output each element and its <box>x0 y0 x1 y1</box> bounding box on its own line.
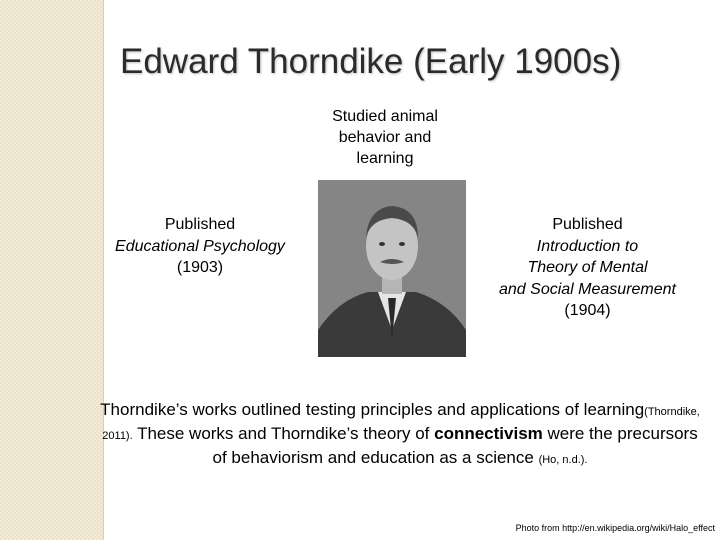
body-paragraph <box>100 399 700 471</box>
citation: (Ho, n.d.). <box>538 454 588 466</box>
top-note-line: behavior and <box>338 129 432 146</box>
photo-credit: Photo from http://en.wikipedia.org/wiki/Halo_effect <box>515 523 715 533</box>
left-note-published: Published <box>164 216 236 233</box>
top-note <box>315 106 455 169</box>
decorative-side-band <box>0 0 103 540</box>
key-term: connectivism <box>434 424 543 443</box>
top-note-line: learning <box>356 150 414 167</box>
left-note <box>100 214 300 279</box>
body-text: were the precursors of behaviorism and education as a science <box>212 424 698 467</box>
body-text: These works and Thorndike’s theory of <box>132 424 435 443</box>
slide-title: Edward Thorndike (Early 1900s) <box>120 42 622 81</box>
right-note-book-title-line: Introduction to <box>536 237 639 255</box>
right-note <box>480 214 695 322</box>
right-note-book-title-line: and Social Measurement <box>499 280 676 298</box>
left-note-year: (1903) <box>176 259 224 276</box>
right-note-year: (1904) <box>564 302 611 319</box>
portrait-photo <box>318 180 466 357</box>
top-note-line: Studied animal <box>332 108 438 125</box>
body-text: Thorndike’s works outlined testing principles and applications of learning <box>100 400 645 419</box>
right-note-published: Published <box>552 216 623 233</box>
citation: (Thorndike, 2011). <box>102 406 700 442</box>
right-note-book-title-line: Theory of Mental <box>527 259 648 276</box>
left-note-book-title: Educational Psychology <box>115 237 285 255</box>
